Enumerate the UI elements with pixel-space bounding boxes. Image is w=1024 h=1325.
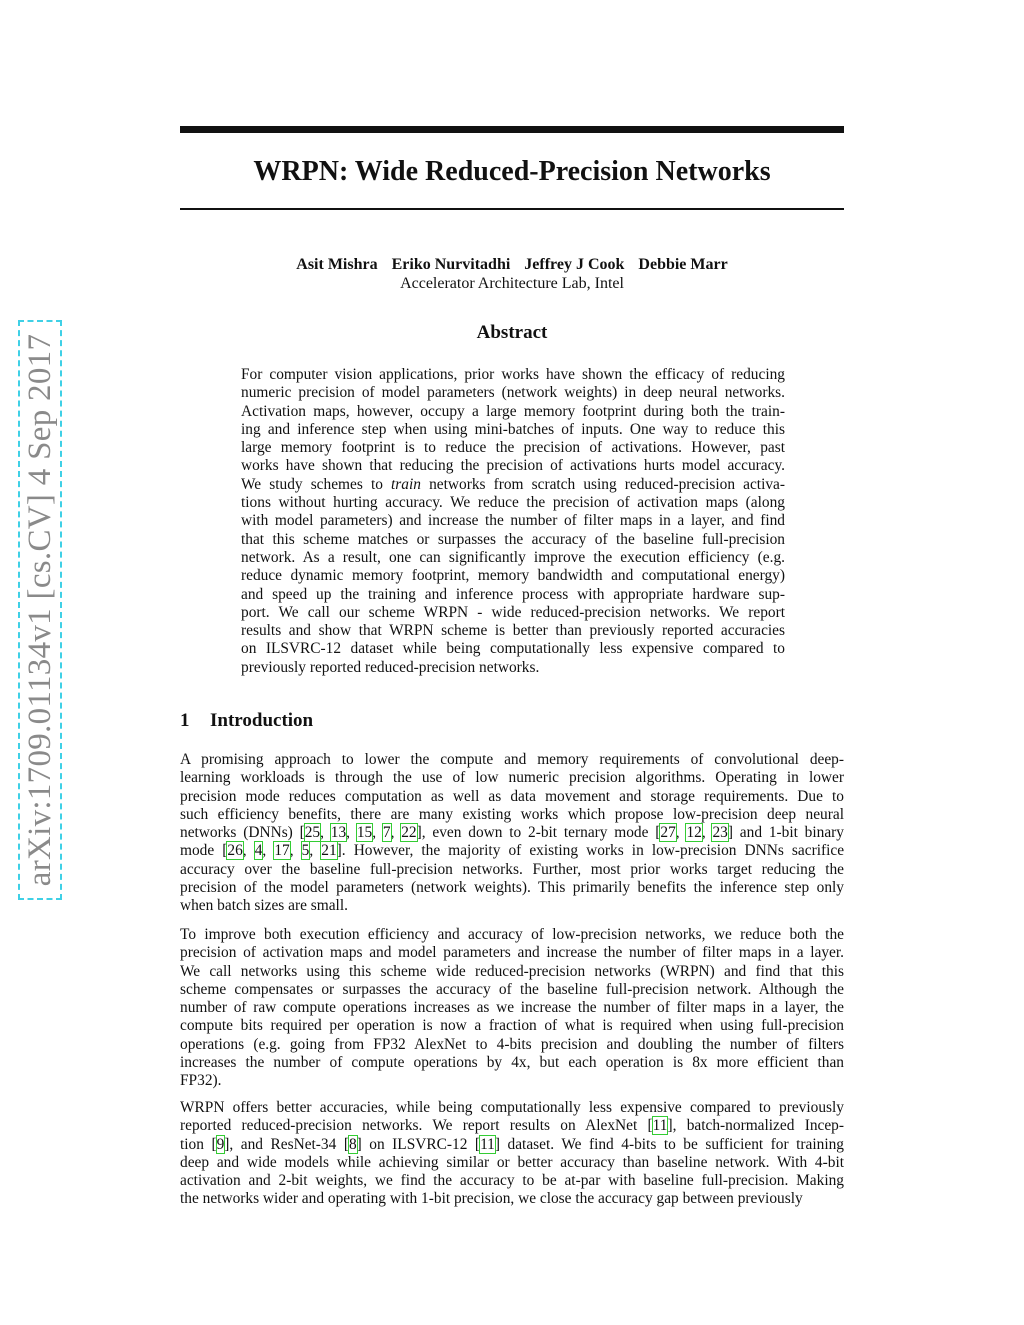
abstract-line: For computer vision applications, prior works have shown the efficacy of reducing: [241, 366, 785, 383]
abstract-line: numeric precision of model parameters (network weights) in deep neural networks.: [241, 384, 785, 402]
citation-link[interactable]: 13: [330, 824, 347, 842]
abstract-heading: Abstract: [476, 322, 548, 343]
citation-link[interactable]: 15: [356, 824, 373, 842]
abstract-line: with model parameters) and increase the number of filter maps in a layer, and find: [241, 512, 785, 530]
intro-line: FP32).: [180, 1072, 222, 1090]
citation-link[interactable]: 5: [301, 842, 310, 860]
abstract-line: works have shown that reducing the precision of activations hurts model accuracy.: [241, 457, 785, 475]
arxiv-identifier-stamp[interactable]: arXiv:1709.01134v1 [cs.CV] 4 Sep 2017: [18, 320, 62, 900]
abstract-line: that this scheme matches or surpasses the accuracy of the baseline full-precision: [241, 530, 785, 548]
abstract-line: previously reported reduced-precision networks.: [241, 658, 540, 676]
intro-line: operations (e.g. going from FP32 AlexNet to 4-bits precision and doubling the number of filters: [180, 1035, 844, 1053]
citation-link[interactable]: 26: [227, 842, 243, 860]
section-heading: [180, 710, 844, 732]
citation-link[interactable]: 25: [304, 824, 321, 842]
citation-link[interactable]: 11: [652, 1117, 668, 1135]
author-name: Debbie Marr: [638, 256, 728, 273]
citation-link[interactable]: 7: [382, 824, 391, 842]
author-affiliation: Accelerator Architecture Lab, Intel: [400, 275, 624, 292]
abstract-line: ing and inference step when using mini-batches of inputs. One way to reduce this: [241, 420, 785, 438]
citation-link[interactable]: 17: [274, 842, 290, 860]
citation-link[interactable]: 27: [660, 824, 676, 842]
intro-line: networks (DNNs) [25, 13, 15, 7, 22], even down to 2-bit ternary mode [27, 12, 23] and 1-bit binary: [180, 824, 845, 842]
intro-line: WRPN offers better accuracies, while being computationally less expensive compared to previously: [180, 1099, 844, 1116]
abstract-line: reduce dynamic memory footprint, memory bandwidth and computational energy): [241, 567, 785, 585]
abstract-line: We study schemes to train networks from scratch using reduced-precision activa-: [241, 475, 786, 493]
title-top-rule: [180, 126, 844, 133]
citation-link[interactable]: 8: [348, 1135, 357, 1153]
citation-link[interactable]: 9: [216, 1135, 225, 1153]
intro-line: reported reduced-precision networks. We report results on AlexNet [11], batch-normalized Incep-: [180, 1117, 844, 1135]
abstract-line: on ILSVRC-12 dataset while being computationally less expensive compared to: [241, 640, 785, 658]
intro-line: such efficiency benefits, there are many existing works which propose low-precision deep neural: [180, 805, 844, 823]
abstract-line: results and show that WRPN scheme is better than previously reported accuracies: [241, 622, 785, 640]
intro-paragraph-3: [180, 1099, 844, 1209]
intro-line: mode [26, 4, 17, 5, 21]. However, the majority of existing works in low-precision DNNs sacrifice: [180, 842, 845, 860]
intro-line: deep and wide models while achieving similar or better accuracy than baseline network. With 4-bit: [180, 1153, 844, 1171]
author-list: [180, 256, 844, 274]
section-title: Introduction: [210, 710, 314, 731]
citation-link[interactable]: 23: [712, 824, 728, 842]
emphasized-text: train: [391, 475, 421, 493]
abstract-line: Activation maps, however, occupy a large memory footprint during both the train-: [241, 402, 785, 420]
abstract-line: large memory footprint is to reduce the precision of activations. However, past: [241, 439, 785, 457]
abstract-body: [241, 366, 785, 677]
paper-title: WRPN: Wide Reduced-Precision Networks: [253, 156, 771, 187]
intro-line: compute bits required per operation is now a fraction of what is required when using full-precision: [180, 1017, 844, 1035]
intro-line: tion [9], and ResNet-34 [8] on ILSVRC-12 [11] dataset. We find 4-bits to be sufficient for training: [180, 1135, 844, 1153]
intro-line: when batch sizes are small.: [180, 897, 348, 915]
intro-line: A promising approach to lower the compute and memory requirements of convolutional deep-: [180, 751, 844, 768]
intro-line: learning workloads is through the use of low numeric precision algorithms. Operating in lower: [180, 769, 844, 787]
abstract-line: port. We call our scheme WRPN - wide reduced-precision networks. We report: [241, 603, 785, 621]
citation-link[interactable]: 12: [686, 824, 702, 842]
intro-line: To improve both execution efficiency and accuracy of low-precision networks, we reduce both the: [180, 926, 844, 943]
intro-line: increases the number of compute operations by 4x, but each operation is 8x more efficient than: [180, 1054, 844, 1072]
intro-line: precision of the model parameters (network weights). This primarily benefits the inference step only: [180, 879, 844, 897]
intro-line: number of raw compute operations increases as we increase the number of filter maps in a layer, the: [180, 999, 844, 1017]
author-name: Eriko Nurvitadhi: [391, 256, 511, 273]
author-name: Asit Mishra: [296, 256, 378, 273]
title-bottom-rule: [180, 208, 844, 210]
intro-line: We call networks using this scheme wide reduced-precision networks (WRPN) and find that this: [180, 962, 844, 980]
abstract-line: and speed up the training and inference process with appropriate hardware sup-: [241, 585, 785, 603]
author-name: Jeffrey J Cook: [524, 256, 625, 273]
citation-link[interactable]: 22: [401, 824, 417, 842]
citation-link[interactable]: 21: [321, 842, 337, 860]
intro-paragraph-2: [180, 926, 844, 1091]
intro-line: accuracy over the baseline full-precision networks. Further, most prior works target reducing the: [180, 860, 844, 878]
citation-link[interactable]: 11: [480, 1135, 495, 1153]
intro-line: precision of activation maps and model parameters and increase the number of filter maps in a layer.: [180, 944, 844, 962]
intro-line: scheme compensates or surpasses the accuracy of the baseline full-precision network. Although the: [180, 980, 844, 998]
intro-line: precision mode reduces computation as well as data movement and storage requirements. Due to: [180, 787, 844, 805]
intro-paragraph-1: [180, 751, 844, 916]
section-number: 1: [180, 710, 190, 731]
abstract-line: network. As a result, one can significantly improve the execution efficiency (e.g.: [241, 548, 785, 566]
abstract-line: tions without hurting accuracy. We reduce the precision of activation maps (along: [241, 494, 785, 512]
intro-line: activation and 2-bit weights, we find the accuracy to be at-par with baseline full-precision. Making: [180, 1172, 844, 1190]
intro-line: the networks wider and operating with 1-bit precision, we close the accuracy gap between previously: [180, 1190, 803, 1208]
citation-link[interactable]: 4: [254, 842, 263, 860]
